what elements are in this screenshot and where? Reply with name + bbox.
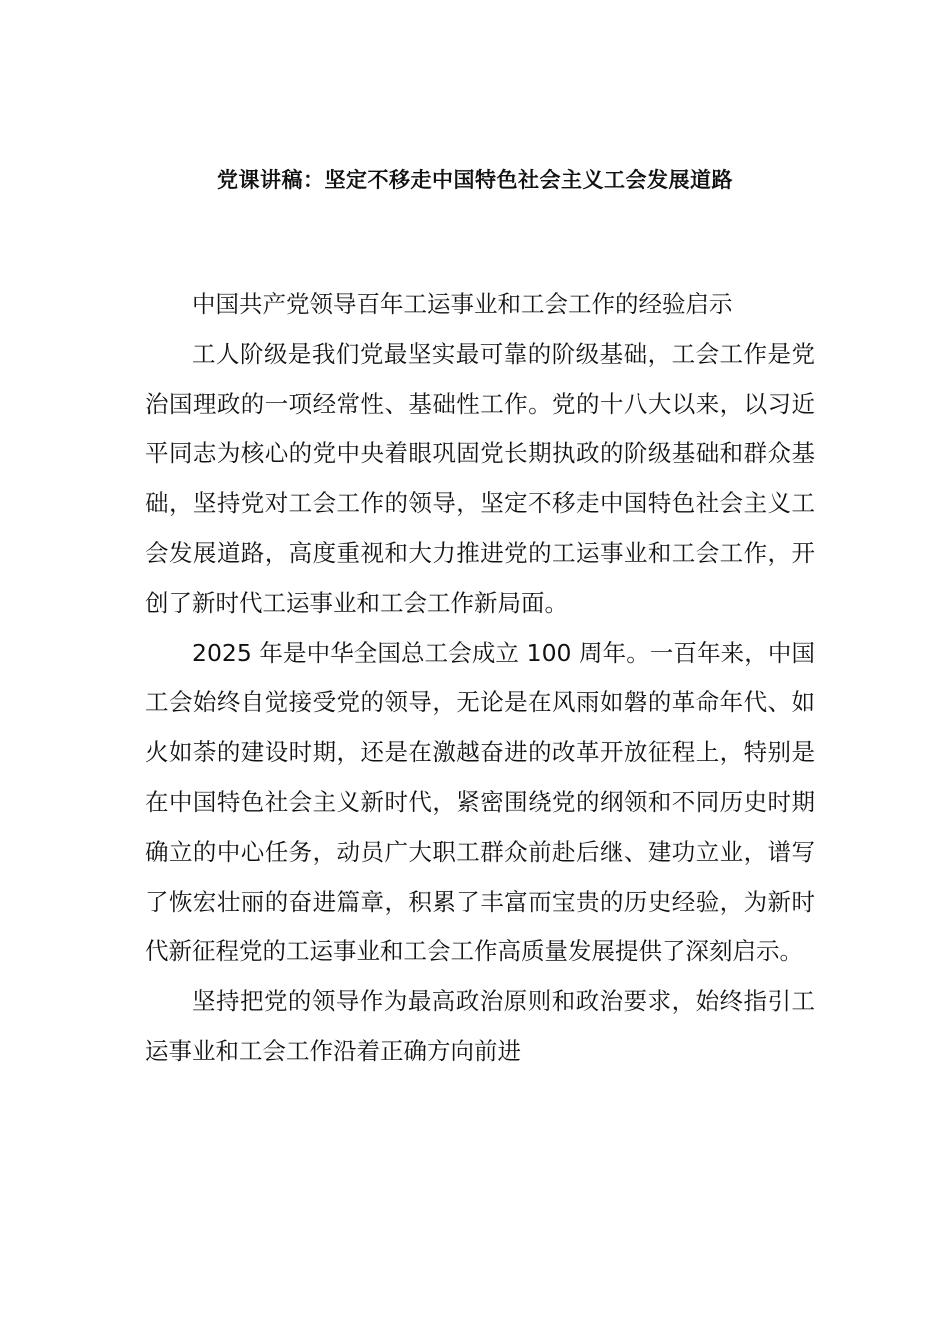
section-heading: 坚持把党的领导作为最高政治原则和政治要求，始终指引工运事业和工会工作沿着正确方向前进 — [145, 987, 815, 1065]
body-paragraph: 2025 年是中华全国总工会成立 100 周年。一百年来，中国工会始终自觉接受党的领导，无论是在风雨如磐的革命年代、如火如荼的建设时期，还是在激越奋进的改革开放征程上，特别是在中国特色社会主义新时代，紧密围绕党的纲领和不同历史时期确立的中心任务，动员广大职工群众前赴后继、建功立业，谱写了恢宏壮丽的奋进篇章，积累了丰富而宝贵的历史经验，为新时代新征程党的工运事业和工会工作高质量发展提供了深刻启示。 — [145, 638, 815, 966]
body-paragraph: 工人阶级是我们党最坚实最可靠的阶级基础，工会工作是党治国理政的一项经常性、基础性工作。党的十八大以来，以习近平同志为核心的党中央着眼巩固党长期执政的阶级基础和群众基础，坚持党对工会工作的领导，坚定不移走中国特色社会主义工会发展道路，高度重视和大力推进党的工运事业和工会工作，开创了新时代工运事业和工会工作新局面。 — [145, 339, 815, 617]
section-heading: 中国共产党领导百年工运事业和工会工作的经验启示 — [192, 290, 733, 318]
document-body — [145, 280, 815, 1077]
document-title: 党课讲稿：坚定不移走中国特色社会主义工会发展道路 — [217, 168, 733, 192]
